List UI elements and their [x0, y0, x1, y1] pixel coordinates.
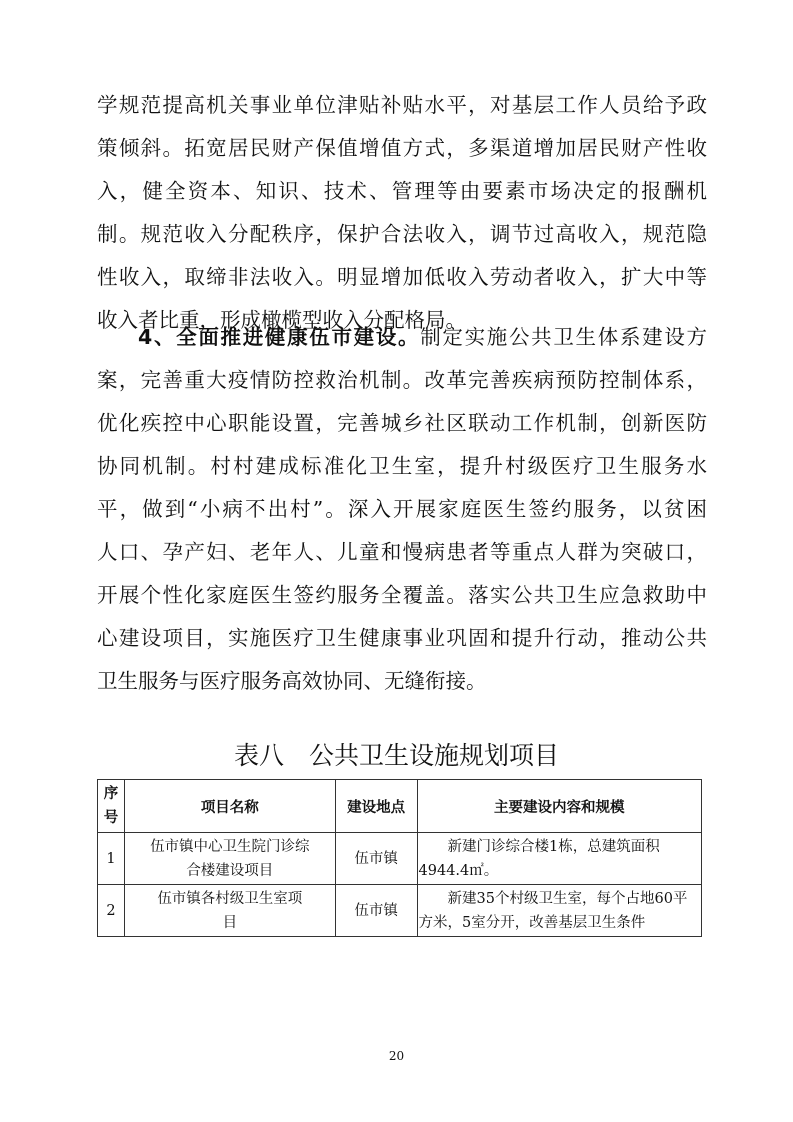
text-line: 策倾斜。拓宽居民财产保值增值方式，多渠道增加居民财产性收 — [97, 136, 707, 160]
cell-name: 伍市镇各村级卫生室项目 — [124, 885, 335, 937]
header-name: 项目名称 — [124, 780, 335, 833]
page-number: 20 — [388, 1049, 405, 1063]
text-line: 入，健全资本、知识、技术、管理等由要素市场决定的报酬机 — [97, 179, 707, 203]
cell-name: 伍市镇中心卫生院门诊综合楼建设项目 — [124, 833, 335, 885]
cell-location: 伍市镇 — [335, 833, 417, 885]
table-row — [98, 885, 702, 937]
facilities-table — [97, 779, 702, 937]
text-line: 学规范提高机关事业单位津贴补贴水平，对基层工作人员给予政 — [97, 93, 707, 117]
text-line: 心建设项目，实施医疗卫生健康事业巩固和提升行动，推动公共 — [97, 626, 707, 650]
header-index: 序号 — [98, 780, 125, 833]
text-line — [138, 322, 707, 352]
cell-location: 伍市镇 — [335, 885, 417, 937]
text-line: 卫生服务与医疗服务高效协同、无缝衔接。 — [97, 669, 487, 693]
table-row — [98, 833, 702, 885]
header-content: 主要建设内容和规模 — [417, 780, 701, 833]
cell-content: 新建35个村级卫生室，每个占地60平方米，5室分开，改善基层卫生条件 — [417, 885, 701, 937]
text-line: 开展个性化家庭医生签约服务全覆盖。落实公共卫生应急救助中 — [97, 583, 707, 607]
header-location: 建设地点 — [335, 780, 417, 833]
text-line: 优化疾控中心职能设置，完善城乡社区联动工作机制，创新医防 — [97, 411, 707, 435]
table-header-row — [98, 780, 702, 833]
text-line: 人口、孕产妇、老年人、儿童和慢病患者等重点人群为突破口， — [97, 540, 707, 564]
text-line: 收入者比重，形成橄榄型收入分配格局。 — [97, 308, 466, 332]
cell-content: 新建门诊综合楼1栋，总建筑面积4944.4㎡。 — [417, 833, 701, 885]
cell-index: 2 — [98, 885, 125, 937]
text: 制定实施公共卫生体系建设方 — [420, 325, 708, 349]
table-title: 表八 公共卫生设施规划项目 — [233, 741, 559, 770]
text-line: 案，完善重大疫情防控救治机制。改革完善疾病预防控制体系， — [97, 368, 707, 392]
text-line: 协同机制。村村建成标准化卫生室，提升村级医疗卫生服务水 — [97, 454, 707, 478]
text-line: 平，做到“小病不出村”。深入开展家庭医生签约服务，以贫困 — [97, 497, 707, 521]
cell-index: 1 — [98, 833, 125, 885]
section-heading: 4、全面推进健康伍市建设。 — [138, 325, 421, 349]
text-line: 制。规范收入分配秩序，保护合法收入，调节过高收入，规范隐 — [97, 222, 707, 246]
text-line: 性收入，取缔非法收入。明显增加低收入劳动者收入，扩大中等 — [97, 265, 707, 289]
